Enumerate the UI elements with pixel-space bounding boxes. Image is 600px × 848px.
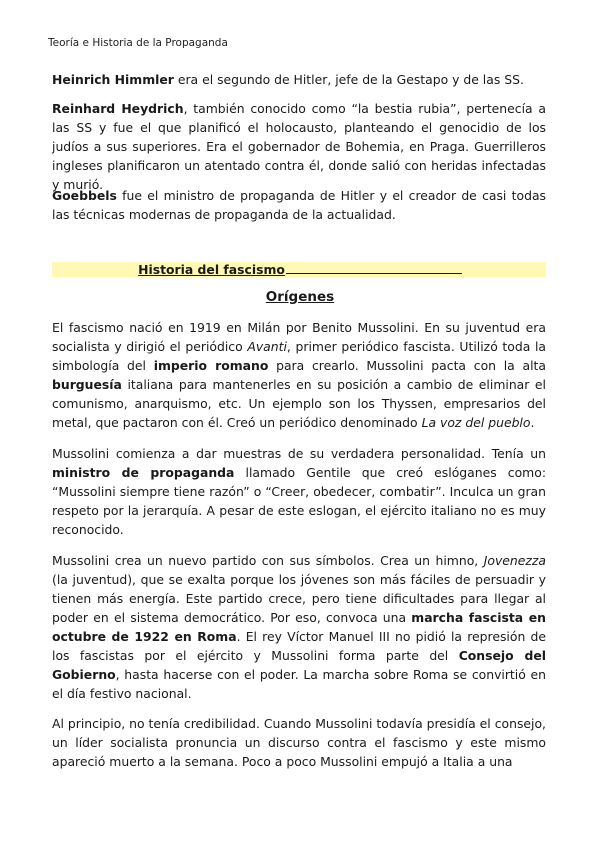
text-run: . El rey Víctor Manuel III no pidió la represión de los fascistas por el ejército y Mussolini forma parte del — [52, 629, 546, 663]
text-run: (la juventud), que se exalta porque los jóvenes son más fáciles de persuadir y tienen más energía. Este partido crece, pero tiene dificultades para llegar al poder en el sistema democrático. Por eso, convoca una — [52, 572, 546, 625]
emphasis-voz-del-pueblo: La voz del pueblo — [421, 415, 531, 430]
text-run: italiana para mantenerles en su posición a cambio de eliminar el comunismo, anarquismo, etc. Un ejemplo son los Thyssen, empresarios del metal, que pactaron con él. Creó un periódico denominado — [52, 377, 546, 430]
text-run: , también conocido como “la bestia rubia”, pertenecía a las SS y fue el que planificó el holocausto, planteando el genocidio de los judíos a sus superiores. Era el gobernador de Bohemia, en Praga. Guerrilleros ingleses planificaron un atentado contra él, donde salió con heridas infectadas y murió. — [52, 101, 546, 192]
subsection-title: Orígenes — [265, 289, 335, 305]
text-run: , hasta hacerse con el poder. La marcha sobre Roma se convirtió en el día festivo nacional. — [52, 667, 546, 701]
text-run: Mussolini comienza a dar muestras de su verdadera personalidad. Tenía un — [52, 446, 546, 461]
text-run: , primer periódico fascista. Utilizó toda la simbología del — [52, 339, 546, 373]
text-run: llamado Gentile que creó eslóganes como: “Mussolini siempre tiene razón” o “Creer, obedecer, combatir”. Inculca un gran respeto por la jerarquía. A pesar de este eslogan, el ejército italiano no es muy reconocido. — [52, 465, 546, 537]
term-goebbels: Goebbels — [52, 188, 117, 203]
text-run: fue el ministro de propaganda de Hitler y el creador de casi todas las técnicas modernas de propaganda de la actualidad. — [52, 188, 546, 222]
term-himmler: Heinrich Himmler — [52, 72, 174, 87]
section-title — [0, 262, 600, 277]
paragraph-heydrich — [52, 99, 546, 194]
paragraph-origins — [52, 318, 546, 432]
text-run: era el segundo de Hitler, jefe de la Gestapo y de las SS. — [173, 72, 524, 87]
paragraph-himmler — [52, 70, 546, 89]
section-title-text: Historia del fascismo — [138, 262, 285, 277]
paragraph-propaganda-minister — [52, 444, 546, 539]
text-run: . — [530, 415, 535, 430]
text-run: Al principio, no tenía credibilidad. Cuando Mussolini todavía presidía el consejo, un líder socialista pronuncia un discurso contra el fascismo y este mismo apareció muerto a la semana. Poco a poco Mussolini empujó a Italia a una — [52, 716, 546, 769]
term-burguesia: burguesía — [52, 377, 122, 392]
paragraph-new-party — [52, 551, 546, 703]
term-imperio-romano: imperio romano — [153, 358, 269, 373]
term-marcha-fascista: marcha fascista en octubre de 1922 en Roma — [52, 610, 546, 644]
running-header: Teoría e Historia de la Propaganda — [48, 37, 228, 49]
emphasis-jovenezza: Jovenezza — [483, 553, 546, 568]
text-run: Mussolini crea un nuevo partido con sus símbolos. Crea un himno, — [52, 553, 484, 568]
paragraph-credibility — [52, 714, 546, 771]
term-ministro-propaganda: ministro de propaganda — [52, 465, 235, 480]
paragraph-goebbels — [52, 186, 546, 224]
text-run: para crearlo. Mussolini pacta con la alta — [268, 358, 546, 373]
term-heydrich: Reinhard Heydrich — [52, 101, 184, 116]
emphasis-avanti: Avanti — [247, 339, 287, 354]
text-run: El fascismo nació en 1919 en Milán por Benito Mussolini. En su juventud era socialista y dirigió el periódico — [52, 320, 546, 354]
title-underline-rule — [286, 262, 462, 274]
term-consejo-gobierno: Consejo del Gobierno — [52, 648, 546, 682]
